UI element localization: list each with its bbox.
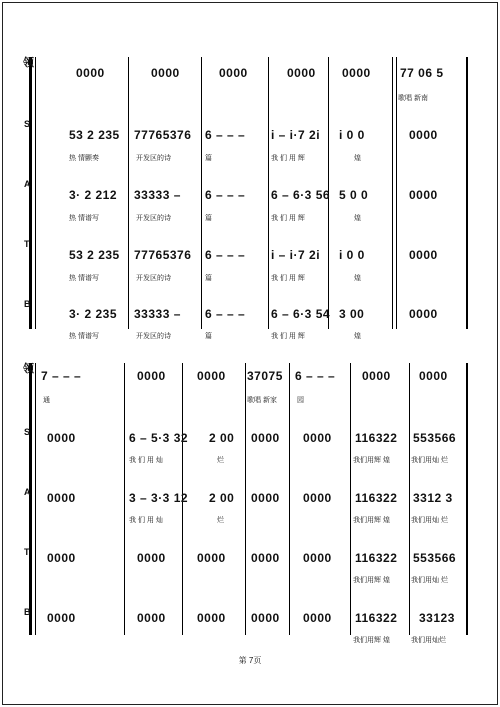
lyric-text: 我 们 用 辉 [271,333,305,340]
barline [201,57,202,329]
lyric-text: 煌 [354,215,361,222]
notation-cell: 553566 [413,431,457,445]
notation-cell: 0000 [47,431,76,445]
barline [350,363,351,635]
notation-cell: 33333 – [134,188,181,202]
part-label: 领 [23,363,34,375]
barline [289,363,290,635]
lyric-text: 烂 [217,517,224,524]
lyric-text: 我们用辉 煌 [353,517,390,524]
notation-cell: 6 – 5·3 32 [129,431,189,445]
notation-cell: 0000 [251,431,280,445]
lyric-text: 我 们 用 灿 [129,517,163,524]
notation-cell: 0000 [137,551,166,565]
page-number: 第 7页 [238,656,262,665]
lyric-text: 我 们 用 辉 [271,275,305,282]
lyric-text: 我 们 用 灿 [129,457,163,464]
notation-cell: 0000 [303,611,332,625]
notation-cell: 7 – – – [41,369,82,383]
lyric-text: 开发区的诗 [136,215,171,222]
notation-cell: 53 2 235 [69,248,120,262]
notation-cell: 0000 [197,611,226,625]
notation-cell: 0000 [137,369,166,383]
barline [245,363,246,635]
lyric-text: 篇 [205,155,212,162]
lyric-text: 我 们 用 辉 [271,155,305,162]
score-system-1 [23,57,468,340]
notation-cell: 77765376 [134,248,192,262]
notation-cell: 0000 [219,66,248,80]
notation-cell: 6 – 6·3 54 [271,307,331,321]
notation-cell: 0000 [47,491,76,505]
notation-cell: 6 – – – [205,307,246,321]
lyric-text: 园 [297,397,304,404]
lyric-text: 篇 [205,215,212,222]
notation-cell: 0000 [47,551,76,565]
lyric-text: 热 情谱写 [69,275,99,282]
notation-cell: 6 – – – [295,369,336,383]
part-label: 领 [23,57,34,69]
lyric-text: 我们用灿 烂 [411,577,448,584]
notation-cell: 116322 [355,491,398,505]
notation-cell: 0000 [362,369,391,383]
notation-cell: 0000 [251,491,280,505]
barline [35,363,36,635]
score-system-2 [23,363,468,644]
notation-cell: 0000 [303,551,332,565]
barline [268,57,269,329]
part-label: S [24,427,31,437]
lyric-text: 歌唱 新家 [247,397,277,404]
notation-cell: 0000 [251,551,280,565]
part-label: B [24,607,31,617]
lyric-text: 歌唱 新南 [398,95,428,102]
lyric-text: 篇 [205,275,212,282]
notation-cell: i 0 0 [339,128,365,142]
notation-cell: 0000 [409,188,438,202]
notation-cell: 5 0 0 [339,188,369,202]
system-brace [29,363,32,635]
system-brace [29,57,32,329]
notation-cell: 6 – – – [205,188,246,202]
notation-cell: 2 00 [209,431,235,445]
part-label: B [24,299,31,309]
notation-cell: 37075 [247,369,283,383]
notation-cell: 0000 [47,611,76,625]
notation-cell: 0000 [419,369,448,383]
notation-cell: 6 – – – [205,128,246,142]
barline [128,57,129,329]
barline [466,57,468,329]
barline [124,363,125,635]
lyric-text: 烂 [217,457,224,464]
notation-cell: 77 06 5 [400,66,444,80]
notation-cell: 6 – 6·3 56 [271,188,331,202]
notation-cell: 116322 [355,551,398,565]
notation-cell: i – i·7 2i [271,128,321,142]
lyric-text: 我 们 用 辉 [271,215,305,222]
lyric-text: 热 情谱写 [69,333,99,340]
barline [35,57,36,329]
part-label: S [24,119,31,129]
notation-cell: 0000 [197,551,226,565]
lyric-text: 开发区的诗 [136,155,171,162]
lyric-text: 开发区的诗 [136,333,171,340]
notation-cell: 0000 [287,66,316,80]
notation-cell: 77765376 [134,128,192,142]
lyric-text: 通 [43,397,50,404]
notation-cell: i 0 0 [339,248,365,262]
notation-cell: 116322 [355,431,398,445]
barline [392,57,397,329]
notation-cell: 0000 [137,611,166,625]
notation-cell: 116322 [355,611,398,625]
lyric-text: 我们用灿烂 [411,637,446,644]
lyric-text: 开发区的诗 [136,275,171,282]
notation-cell: 3· 2 235 [69,307,118,321]
notation-cell: 0000 [251,611,280,625]
notation-cell: 0000 [409,248,438,262]
notation-cell: 2 00 [209,491,235,505]
lyric-text: 我们用辉 煌 [353,637,390,644]
notation-cell: 0000 [409,128,438,142]
lyric-text: 热 情颤奏 [69,155,99,162]
notation-cell: 3 00 [339,307,365,321]
lyric-text: 煌 [354,155,361,162]
lyric-text: 我们用辉 煌 [353,457,390,464]
notation-cell: 0000 [303,431,332,445]
notation-cell: 3 – 3·3 12 [129,491,189,505]
lyric-text: 煌 [354,333,361,340]
notation-cell: 33333 – [134,307,181,321]
lyric-text: 我们用灿 烂 [411,517,448,524]
notation-cell: 3312 3 [413,491,453,505]
part-label: A [24,487,31,497]
barline [466,363,468,635]
notation-cell: 0000 [303,491,332,505]
notation-cell: 0000 [409,307,438,321]
lyric-text: 篇 [205,333,212,340]
notation-cell: 0000 [151,66,180,80]
part-label: A [24,179,31,189]
notation-cell: 0000 [197,369,226,383]
notation-cell: 6 – – – [205,248,246,262]
notation-cell: 3· 2 212 [69,188,118,202]
notation-cell: 553566 [413,551,457,565]
lyric-text: 热 情谱写 [69,215,99,222]
lyric-text: 我们用辉 煌 [353,577,390,584]
notation-cell: 53 2 235 [69,128,120,142]
barline [409,363,410,635]
lyric-text: 我们用灿 烂 [411,457,448,464]
part-label: T [24,239,30,249]
notation-cell: 0000 [76,66,105,80]
part-label: T [24,547,30,557]
notation-cell: 0000 [342,66,371,80]
lyric-text: 煌 [354,275,361,282]
notation-cell: 33123 [419,611,455,625]
notation-cell: i – i·7 2i [271,248,321,262]
